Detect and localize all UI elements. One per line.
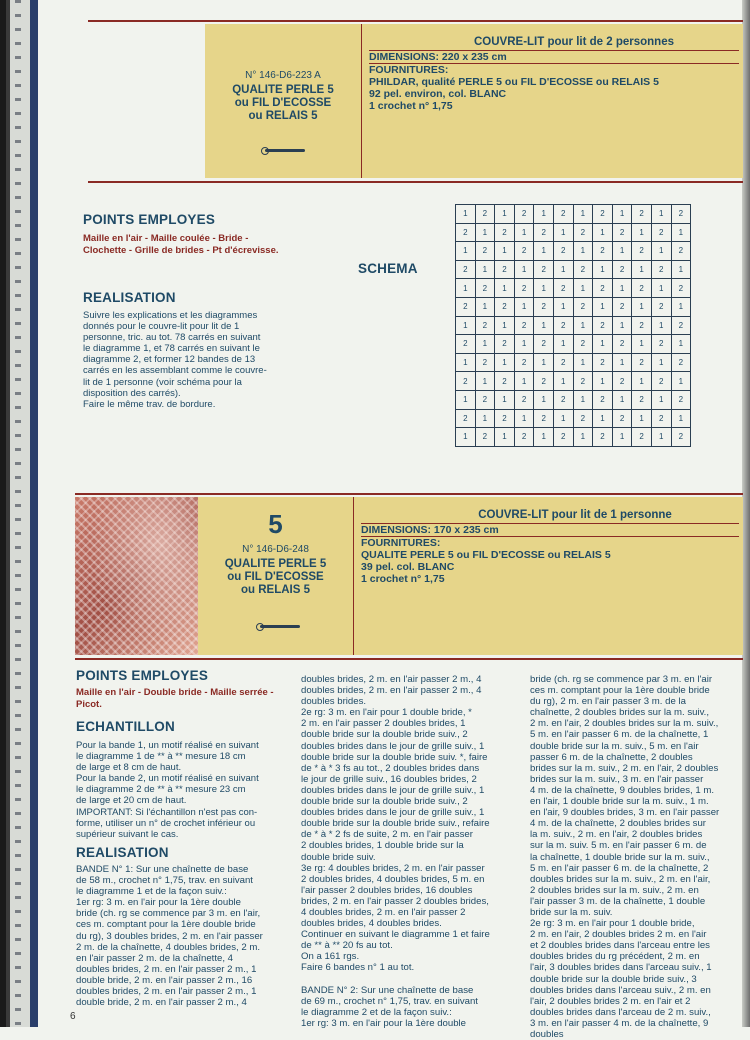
schema-cell: 1 [495, 316, 515, 335]
schema-cell: 2 [514, 205, 534, 224]
rule-above-header2 [75, 493, 743, 495]
schema-cell: 1 [573, 428, 593, 447]
instruction-line: le jour de grille suiv., 16 doubles brides, 2 [301, 773, 477, 785]
instruction-line: l'air, 3 doubles brides dans l'arceau suiv., 1 [530, 962, 712, 974]
instructions-column-2 [301, 674, 516, 1029]
schema-row [456, 297, 691, 316]
instruction-line: 5 m. en l'air passer 6 m. de la chaînette, 1 [530, 729, 709, 741]
schema-cell: 1 [514, 297, 534, 316]
schema-cell: 2 [553, 390, 573, 409]
schema-cell: 1 [593, 260, 613, 279]
schema-cell: 2 [456, 409, 476, 428]
schema-cell: 2 [593, 316, 613, 335]
instruction-line: Faire 6 bandes n° 1 au tot. [301, 962, 415, 974]
schema-cell: 2 [495, 260, 515, 279]
schema-cell: 2 [573, 372, 593, 391]
schema-cell: 2 [651, 372, 671, 391]
schema-cell: 2 [671, 242, 691, 261]
instruction-line: brides sur la m. suiv., 3 m. en l'air passer [530, 773, 704, 785]
schema-cell: 1 [671, 260, 691, 279]
schema-cell: 1 [456, 242, 476, 261]
schema-cell: 2 [553, 316, 573, 335]
instruction-line: 1er rg: 3 m. en l'air pour la 1ère double [76, 897, 242, 909]
schema-cell: 1 [651, 316, 671, 335]
instruction-line: doubles brides, 2 m. en l'air passer 2 m., 1 [76, 986, 257, 998]
schema-cell: 2 [593, 205, 613, 224]
schema-cell: 2 [671, 390, 691, 409]
instruction-line: doubles brides sur la m. suiv., 2 m. en l'air, [530, 873, 711, 885]
schema-cell: 1 [632, 335, 652, 354]
instruction-line: doubles brides, 2 m. en l'air passer 2 m., 1 [76, 963, 257, 975]
instruction-line: 3 m. en l'air passer 4 m. de la chaînette, 9 doubles [530, 1017, 709, 1040]
instruction-line: ces m. comptant pour la 1ère double bride [76, 919, 256, 931]
instruction-line: de * à * 2 fs de suite, 2 m. en l'air passer [301, 829, 473, 841]
schema-cell: 1 [671, 223, 691, 242]
schema-cell: 2 [475, 428, 495, 447]
schema-cell: 1 [534, 353, 554, 372]
schema-cell: 2 [593, 279, 613, 298]
schema-cell: 1 [514, 372, 534, 391]
instruction-line: doubles brides. [301, 696, 367, 708]
schema-cell: 2 [632, 390, 652, 409]
instruction-line: 2 doubles brides, 4 doubles brides, 5 m. en [301, 873, 485, 885]
schema-cell: 1 [456, 316, 476, 335]
schema-cell: 1 [593, 335, 613, 354]
schema-cell: 1 [534, 279, 554, 298]
schema-cell: 2 [475, 390, 495, 409]
schema-cell: 2 [671, 428, 691, 447]
schema-cell: 1 [495, 390, 515, 409]
pattern1-fournitures-label: FOURNITURES: [369, 63, 739, 76]
instruction-line: et 2 doubles brides dans l'arceau entre les [530, 940, 710, 952]
schema-cell: 1 [632, 409, 652, 428]
pattern2-title: COUVRE-LIT pour lit de 1 personne [478, 509, 672, 521]
schema-cell: 2 [456, 297, 476, 316]
schema-cell: 2 [475, 353, 495, 372]
schema-cell: 1 [593, 409, 613, 428]
top-rule [88, 20, 743, 22]
instruction-line: double bride sur la double bride suiv., refaire [301, 818, 490, 830]
schema-cell: 2 [553, 353, 573, 372]
schema-cell: 1 [495, 205, 515, 224]
schema-cell: 2 [475, 205, 495, 224]
schema-cell: 1 [553, 372, 573, 391]
schema-cell: 2 [651, 223, 671, 242]
instruction-line: doubles brides dans le jour de grille suiv., 1 [301, 807, 485, 819]
points-employes-heading-1: POINTS EMPLOYES [83, 212, 216, 227]
schema-cell: 2 [671, 316, 691, 335]
instruction-line: doubles brides, 4 doubles brides. [301, 918, 442, 930]
instruction-line: bride (ch. rg se commence par 3 m. en l'air [530, 674, 713, 685]
schema-cell: 1 [456, 279, 476, 298]
schema-cell: 2 [632, 353, 652, 372]
schema-cell: 1 [553, 223, 573, 242]
schema-row [456, 353, 691, 372]
schema-cell: 1 [514, 260, 534, 279]
schema-cell: 2 [534, 223, 554, 242]
schema-cell: 1 [671, 297, 691, 316]
schema-cell: 2 [651, 409, 671, 428]
instruction-line: sur la m. suiv. 5 m. en l'air passer 6 m. de [530, 840, 707, 852]
schema-cell: 1 [632, 260, 652, 279]
schema-cell: 2 [495, 335, 515, 354]
schema-cell: 2 [553, 428, 573, 447]
pattern2-supply-hook: 1 crochet n° 1,75 [361, 573, 445, 585]
schema-cell: 2 [456, 335, 476, 354]
page-edge [742, 0, 750, 1027]
pattern1-header [205, 24, 743, 178]
instruction-line: 2 doubles brides, 1 double bride sur la [301, 840, 464, 852]
schema-cell: 1 [612, 316, 632, 335]
schema-cell: 2 [456, 372, 476, 391]
schema-label: SCHEMA [358, 261, 418, 276]
bedspread-photo [75, 497, 198, 655]
schema-cell: 2 [475, 279, 495, 298]
crochet-hook-icon [260, 625, 300, 628]
instruction-line: 4 m. de la chaînette, 9 doubles brides, 1 m. [530, 784, 714, 796]
instruction-line: 1er rg: 3 m. en l'air pour la 1ère double [301, 1017, 467, 1029]
schema-cell: 2 [514, 390, 534, 409]
schema-cell: 2 [573, 409, 593, 428]
schema-cell: 1 [495, 353, 515, 372]
schema-cell: 1 [612, 428, 632, 447]
instruction-line: brides, 2 m. en l'air passer 2 doubles brides, [301, 895, 489, 907]
schema-cell: 1 [475, 297, 495, 316]
schema-cell: 1 [573, 279, 593, 298]
schema-cell: 1 [573, 205, 593, 224]
schema-cell: 1 [651, 428, 671, 447]
schema-cell: 2 [534, 409, 554, 428]
instruction-line: double bride sur la m. suiv., 5 m. en l'air [530, 740, 699, 752]
schema-cell: 1 [612, 279, 632, 298]
schema-cell: 1 [475, 372, 495, 391]
instruction-line: doubles brides du rg précédent, 2 m. en [530, 951, 700, 963]
schema-row [456, 279, 691, 298]
instruction-line: du rg), 2 m. en l'air passer 3 m. de la [530, 696, 686, 708]
instruction-line: 2e rg: 3 m. en l'air pour 1 double bride, [530, 918, 695, 930]
echantillon-heading: ECHANTILLON [76, 719, 175, 734]
schema-cell: 1 [495, 242, 515, 261]
schema-cell: 2 [553, 279, 573, 298]
schema-cell: 1 [475, 409, 495, 428]
instructions-column-1 [76, 864, 291, 1008]
instruction-line: doubles brides, 2 m. en l'air passer 2 m., 4 [301, 685, 482, 697]
instruction-line: double bride sur la double bride suiv., 3 [530, 973, 697, 985]
instruction-line: 2 doubles brides sur la m. suiv., 2 m. en [530, 884, 699, 896]
instruction-line: le diagramme 1 et de la façon suiv.: [76, 886, 227, 898]
schema-cell: 1 [651, 279, 671, 298]
instruction-line: de 58 m., crochet n° 1,75, trav. en suivant [76, 875, 253, 887]
schema-cell: 2 [475, 316, 495, 335]
schema-cell: 2 [456, 260, 476, 279]
instruction-line: 3e rg: 4 doubles brides, 2 m. en l'air passer [301, 862, 485, 874]
pattern1-dimensions: DIMENSIONS: 220 x 235 cm [369, 50, 739, 63]
instruction-line: en l'air, 1 double bride sur la m. suiv., 1 m. [530, 796, 709, 808]
schema-cell: 1 [534, 316, 554, 335]
schema-row [456, 260, 691, 279]
instruction-line: doubles brides dans l'arceau de 2 m. suiv., [530, 1006, 711, 1018]
instruction-line: la chaînette, 1 double bride sur la m. suiv., [530, 851, 710, 863]
schema-cell: 2 [573, 297, 593, 316]
instruction-line: 5 m. en l'air passer 6 m. de la chaînette, 2 [530, 862, 709, 874]
schema-cell: 1 [534, 242, 554, 261]
instruction-line: doubles brides dans le jour de grille suiv., 1 [301, 784, 485, 796]
instruction-line: 2 m. en l'air, 2 doubles brides sur la m. suiv., [530, 718, 719, 730]
schema-cell: 1 [553, 409, 573, 428]
binding-holes [15, 0, 21, 1027]
instruction-line: 2 m. en l'air, 2 doubles brides 2 m. en l'air [530, 929, 707, 941]
schema-cell: 1 [573, 242, 593, 261]
schema-cell: 1 [495, 279, 515, 298]
schema-cell: 2 [593, 390, 613, 409]
schema-cell: 2 [593, 353, 613, 372]
schema-cell: 2 [475, 242, 495, 261]
instruction-line: la m. suiv., 2 m. en l'air, 2 doubles brides [530, 829, 703, 841]
instruction-line: 4 doubles brides, 2 m. en l'air passer 2 [301, 906, 466, 918]
schema-cell: 2 [612, 409, 632, 428]
instruction-line: ces m. comptant pour la 1ère double bride [530, 685, 710, 697]
schema-cell: 1 [553, 260, 573, 279]
pattern1-supply-hook: 1 crochet n° 1,75 [369, 100, 453, 112]
instruction-line: l'air passer 3 m. de la chaînette, 1 double [530, 895, 706, 907]
schema-row [456, 409, 691, 428]
schema-cell: 2 [651, 335, 671, 354]
schema-row [456, 205, 691, 224]
instruction-line: l'air passer 2 doubles brides, 16 doubles [301, 884, 473, 896]
schema-cell: 1 [534, 390, 554, 409]
schema-cell: 1 [553, 297, 573, 316]
schema-cell: 2 [495, 409, 515, 428]
instruction-line: 2e rg: 3 m. en l'air pour 1 double bride, * [301, 707, 472, 719]
points-employes-list-1: Maille en l'air - Maille coulée - Bride - Clochette - Grille de brides - Pt d'écrevisse. [83, 233, 279, 256]
realisation-heading-2: REALISATION [76, 845, 169, 860]
instruction-line: BANDE N° 2: Sur une chaînette de base [301, 984, 474, 996]
schema-cell: 2 [514, 242, 534, 261]
realisation-heading-1: REALISATION [83, 290, 176, 305]
instruction-line: double bride sur la double bride suiv. *, faire [301, 751, 488, 763]
pattern2-dimensions: DIMENSIONS: 170 x 235 cm [361, 523, 739, 536]
schema-cell: 1 [671, 335, 691, 354]
schema-grid [455, 204, 691, 447]
schema-cell: 1 [573, 316, 593, 335]
crochet-hook-icon [265, 149, 305, 152]
schema-cell: 2 [632, 316, 652, 335]
schema-cell: 1 [612, 390, 632, 409]
schema-cell: 2 [534, 297, 554, 316]
schema-cell: 2 [456, 223, 476, 242]
schema-cell: 2 [651, 260, 671, 279]
schema-cell: 2 [632, 428, 652, 447]
schema-cell: 1 [475, 335, 495, 354]
schema-cell: 1 [456, 390, 476, 409]
pattern2-quality: QUALITE PERLE 5 ou FIL D'ECOSSE ou RELAIS 5 [224, 558, 327, 596]
schema-cell: 2 [651, 297, 671, 316]
instruction-line: en l'air passer 2 m. de la chaînette, 4 [76, 952, 234, 964]
instruction-line: passer 6 m. de la chaînette, 2 doubles [530, 751, 693, 763]
instruction-line: double bride, 2 m. en l'air passer 2 m., 16 [76, 974, 253, 986]
pattern1-reference: N° 146-D6-223 A [245, 70, 321, 81]
schema-cell: 1 [553, 335, 573, 354]
schema-cell: 1 [495, 428, 515, 447]
schema-cell: 2 [632, 205, 652, 224]
instruction-line: l'air, 2 doubles brides 2 m. en l'air et 2 [530, 995, 691, 1007]
schema-row [456, 223, 691, 242]
instruction-line: BANDE N° 1: Sur une chaînette de base [76, 864, 249, 875]
schema-cell: 2 [553, 242, 573, 261]
instruction-line: de ** à ** 20 fs au tot. [301, 940, 393, 952]
schema-cell: 1 [514, 335, 534, 354]
instruction-line: 2 m. de la chaînette, 4 doubles brides, 2 m. [76, 941, 260, 953]
schema-cell: 2 [632, 242, 652, 261]
pattern1-id-box [205, 24, 362, 178]
instruction-line: double bride sur la double bride suiv., 2 [301, 796, 468, 808]
schema-cell: 2 [534, 260, 554, 279]
instructions-column-3 [530, 674, 742, 1040]
schema-cell: 1 [573, 353, 593, 372]
schema-cell: 1 [475, 223, 495, 242]
schema-cell: 2 [612, 372, 632, 391]
schema-cell: 1 [593, 223, 613, 242]
schema-cell: 2 [573, 223, 593, 242]
instruction-line: doubles brides dans l'arceau suiv., 2 m. en [530, 984, 711, 996]
instruction-line: de 69 m., crochet n° 1,75, trav. en suivant [301, 995, 478, 1007]
instruction-line: Continuer en suivant le diagramme 1 et faire [301, 929, 490, 941]
schema-cell: 1 [651, 205, 671, 224]
points-employes-list-2: Maille en l'air - Double bride - Maille serrée - Picot. [76, 687, 274, 710]
instruction-line: bride sur la m. suiv. [530, 906, 613, 918]
pattern2-supply-amount: 39 pel. col. BLANC [361, 561, 455, 573]
instruction-line: en l'air, 9 doubles brides, 3 m. en l'air passer [530, 807, 720, 819]
pattern2-specs [361, 509, 739, 585]
schema-row [456, 316, 691, 335]
schema-cell: 2 [612, 297, 632, 316]
schema-cell: 1 [612, 353, 632, 372]
schema-cell: 2 [671, 279, 691, 298]
schema-cell: 1 [651, 242, 671, 261]
instruction-line: double bride, 2 m. en l'air passer 2 m., 4 [76, 997, 247, 1009]
schema-cell: 1 [632, 297, 652, 316]
schema-cell: 2 [593, 428, 613, 447]
rule-below-header2 [75, 658, 743, 660]
instruction-line: de * à * 3 fs au tot., 2 doubles brides dans [301, 762, 480, 774]
schema-cell: 2 [593, 242, 613, 261]
instruction-line: 2 m. en l'air passer 2 doubles brides, 1 [301, 718, 466, 730]
schema-cell: 1 [651, 353, 671, 372]
schema-row [456, 390, 691, 409]
pattern2-header [198, 497, 743, 655]
schema-cell: 2 [573, 335, 593, 354]
pattern2-fournitures-label: FOURNITURES: [361, 536, 739, 549]
schema-row [456, 372, 691, 391]
schema-cell: 1 [612, 205, 632, 224]
pattern2-supply-yarn: QUALITE PERLE 5 ou FIL D'ECOSSE ou RELAIS 5 [361, 549, 611, 561]
page-number: 6 [70, 1011, 76, 1022]
points-employes-heading-2: POINTS EMPLOYES [76, 668, 209, 683]
schema-cell: 2 [553, 205, 573, 224]
pattern2-id-box [198, 497, 354, 655]
realisation-text-1: Suivre les explications et les diagrammes donnés pour le couvre-lit pour lit de 1 personne, tric. au tot. 78 carrés en suivant le diagramme 1, et 78 carrés en suivant le diagramme 2, et former 12 bandes de 13 carrés en les assemblant comme le couvre- lit de 1 personne (voir schéma pour la disposition des carrés). Faire le même trav. de bordure. [83, 310, 267, 410]
schema-cell: 1 [671, 372, 691, 391]
schema-cell: 1 [593, 297, 613, 316]
schema-cell: 1 [514, 409, 534, 428]
instruction-line [301, 974, 516, 985]
instruction-line: On a 161 rgs. [301, 951, 360, 963]
schema-cell: 2 [671, 353, 691, 372]
schema-cell: 1 [456, 205, 476, 224]
instruction-line: brides sur la m. suiv., 2 m. en l'air, 2 doubles [530, 762, 719, 774]
instruction-line: 4 m. de la chaînette, 2 doubles brides sur [530, 818, 706, 830]
instruction-line: doubles brides, 2 m. en l'air passer 2 m., 4 [301, 674, 482, 685]
instruction-line: le diagramme 2 et de la façon suiv.: [301, 1006, 452, 1018]
pattern1-title: COUVRE-LIT pour lit de 2 personnes [474, 36, 674, 48]
schema-cell: 1 [456, 428, 476, 447]
schema-row [456, 242, 691, 261]
schema-cell: 2 [573, 260, 593, 279]
instruction-line: bride (ch. rg se commence par 3 m. en l'air, [76, 908, 261, 920]
schema-row [456, 428, 691, 447]
pattern2-number: 5 [268, 509, 283, 539]
schema-cell: 2 [495, 223, 515, 242]
schema-cell: 1 [475, 260, 495, 279]
schema-cell: 2 [514, 353, 534, 372]
schema-cell: 2 [671, 205, 691, 224]
schema-cell: 2 [534, 372, 554, 391]
instruction-line: double bride suiv. [301, 851, 376, 863]
schema-cell: 2 [514, 428, 534, 447]
schema-cell: 1 [632, 372, 652, 391]
schema-cell: 1 [632, 223, 652, 242]
binding-spine [0, 0, 38, 1027]
schema-cell: 1 [514, 223, 534, 242]
schema-cell: 2 [612, 223, 632, 242]
instruction-line: double bride sur la double bride suiv., 2 [301, 729, 468, 741]
schema-cell: 1 [573, 390, 593, 409]
instruction-line: du rg), 3 doubles brides, 2 m. en l'air passer [76, 930, 263, 942]
schema-cell: 2 [495, 297, 515, 316]
schema-cell: 1 [534, 428, 554, 447]
schema-row [456, 335, 691, 354]
pattern1-supply-amount: 92 pel. environ, col. BLANC [369, 88, 507, 100]
pattern1-supply-yarn: PHILDAR, qualité PERLE 5 ou FIL D'ECOSSE ou RELAIS 5 [369, 76, 659, 88]
instruction-line: doubles brides dans le jour de grille suiv., 1 [301, 740, 485, 752]
schema-cell: 2 [632, 279, 652, 298]
schema-cell: 1 [456, 353, 476, 372]
schema-cell: 1 [534, 205, 554, 224]
schema-cell: 1 [671, 409, 691, 428]
instruction-line: chaînette, 2 doubles brides sur la m. suiv., [530, 707, 709, 719]
pattern1-quality: QUALITE PERLE 5 ou FIL D'ECOSSE ou RELAIS 5 [232, 84, 334, 122]
schema-cell: 2 [514, 316, 534, 335]
pattern1-specs [369, 36, 739, 112]
schema-cell: 1 [651, 390, 671, 409]
schema-cell: 2 [612, 260, 632, 279]
schema-cell: 1 [593, 372, 613, 391]
echantillon-text: Pour la bande 1, un motif réalisé en suivant le diagramme 1 de ** à ** mesure 18 cm de large et 8 cm de haut. Pour la bande 2, un motif réalisé en suivant le diagramme 2 de ** à ** mesure 23 cm de large et 20 cm de haut. IMPORTANT: Si l'échantillon n'est pas con- forme, utiliser un n° de crochet inférieur ou supérieur suivant le cas. [76, 740, 259, 840]
schema-cell: 2 [495, 372, 515, 391]
schema-cell: 2 [534, 335, 554, 354]
rule-below-header1 [88, 181, 743, 183]
pattern2-reference: N° 146-D6-248 [242, 544, 309, 555]
schema-cell: 1 [612, 242, 632, 261]
schema-cell: 2 [612, 335, 632, 354]
schema-cell: 2 [514, 279, 534, 298]
